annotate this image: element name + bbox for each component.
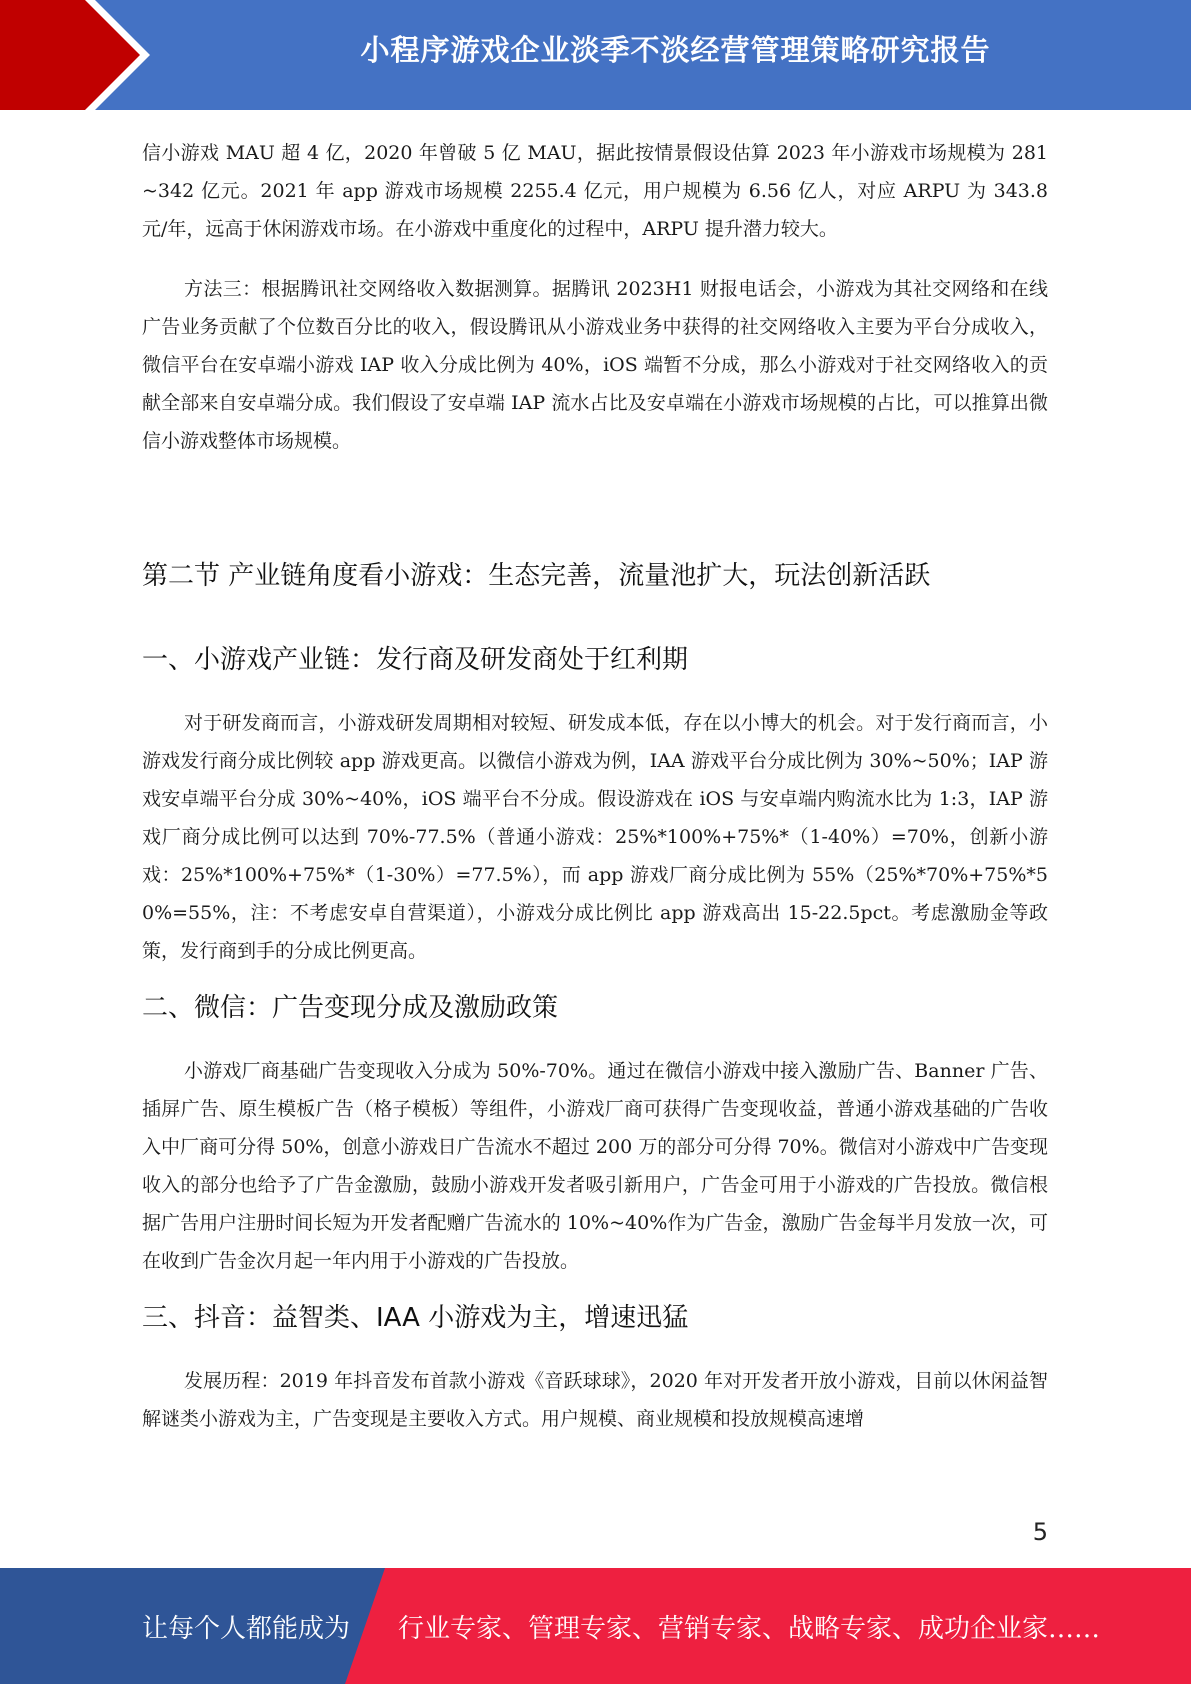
footer-slogan-right: 行业专家、管理专家、营销专家、战略专家、成功企业家…… [398,1614,1101,1644]
paragraph-market-size: 信小游戏 MAU 超 4 亿，2020 年曾破 5 亿 MAU，据此按情景假设估算 2023 年小游戏市场规模为 281~342 亿元。2021 年 app 游戏市场规模 2255.4 亿元，用户规模为 6.56 亿人，对应 ARPU 为 343.8 元/年，远高于休闲游戏市场。在小游戏中重度化的过程中，ARPU 提升潜力较大。 [142,142,1048,240]
page-header [0,0,1191,110]
document-body [142,134,1048,1438]
page-footer [0,1568,1191,1684]
subsection-title-industry-chain: 一、小游戏产业链：发行商及研发商处于红利期 [142,645,689,675]
subsection-title-douyin: 三、抖音：益智类、IAA 小游戏为主，增速迅猛 [142,1303,689,1333]
header-chevron-icon [0,0,140,110]
page-number: 5 [1032,1518,1048,1546]
paragraph-douyin-history: 发展历程：2019 年抖音发布首款小游戏《音跃球球》，2020 年对开发者开放小游戏，目前以休闲益智解谜类小游戏为主，广告变现是主要收入方式。用户规模、商业规模和投放规模高速增 [142,1370,1048,1430]
subsection-title-wechat: 二、微信：广告变现分成及激励政策 [142,993,559,1023]
report-title: 小程序游戏企业淡季不淡经营管理策略研究报告 [360,33,991,67]
section-title: 第二节 产业链角度看小游戏：生态完善，流量池扩大，玩法创新活跃 [142,561,931,591]
footer-slogan-left: 让每个人都能成为 [142,1614,351,1644]
paragraph-method-three: 方法三：根据腾讯社交网络收入数据测算。据腾讯 2023H1 财报电话会，小游戏为其社交网络和在线广告业务贡献了个位数百分比的收入，假设腾讯从小游戏业务中获得的社交网络收入主要为平台分成收入，微信平台在安卓端小游戏 IAP 收入分成比例为 40%，iOS 端暂不分成，那么小游戏对于社交网络收入的贡献全部来自安卓端分成。我们假设了安卓端 IAP 流水占比及安卓端在小游戏市场规模的占比，可以推算出微信小游戏整体市场规模。 [142,278,1048,452]
paragraph-developers-publishers: 对于研发商而言，小游戏研发周期相对较短、研发成本低，存在以小博大的机会。对于发行商而言，小游戏发行商分成比例较 app 游戏更高。以微信小游戏为例，IAA 游戏平台分成比例为 30%~50%；IAP 游戏安卓端平台分成 30%~40%，iOS 端平台不分成。假设游戏在 iOS 与安卓端内购流水比为 1:3，IAP 游戏厂商分成比例可以达到 70%-77.5%（普通小游戏：25%*100%+75%*（1-40%）=70%，创新小游戏：25%*100%+75%*（1-30%）=77.5%），而 app 游戏厂商分成比例为 55%（25%*70%+75%*50%=55%，注：不考虑安卓自营渠道），小游戏分成比例比 app 游戏高出 15-22.5pct。考虑激励金等政策，发行商到手的分成比例更高。 [142,712,1048,962]
paragraph-wechat-ads: 小游戏厂商基础广告变现收入分成为 50%-70%。通过在微信小游戏中接入激励广告、Banner 广告、插屏广告、原生模板广告（格子模板）等组件，小游戏厂商可获得广告变现收益，普通小游戏基础的广告收入中厂商可分得 50%，创意小游戏日广告流水不超过 200 万的部分可分得 70%。微信对小游戏中广告变现收入的部分也给予了广告金激励，鼓励小游戏开发者吸引新用户，广告金可用于小游戏的广告投放。微信根据广告用户注册时间长短为开发者配赠广告流水的 10%~40%作为广告金，激励广告金每半月发放一次，可在收到广告金次月起一年内用于小游戏的广告投放。 [142,1060,1048,1272]
